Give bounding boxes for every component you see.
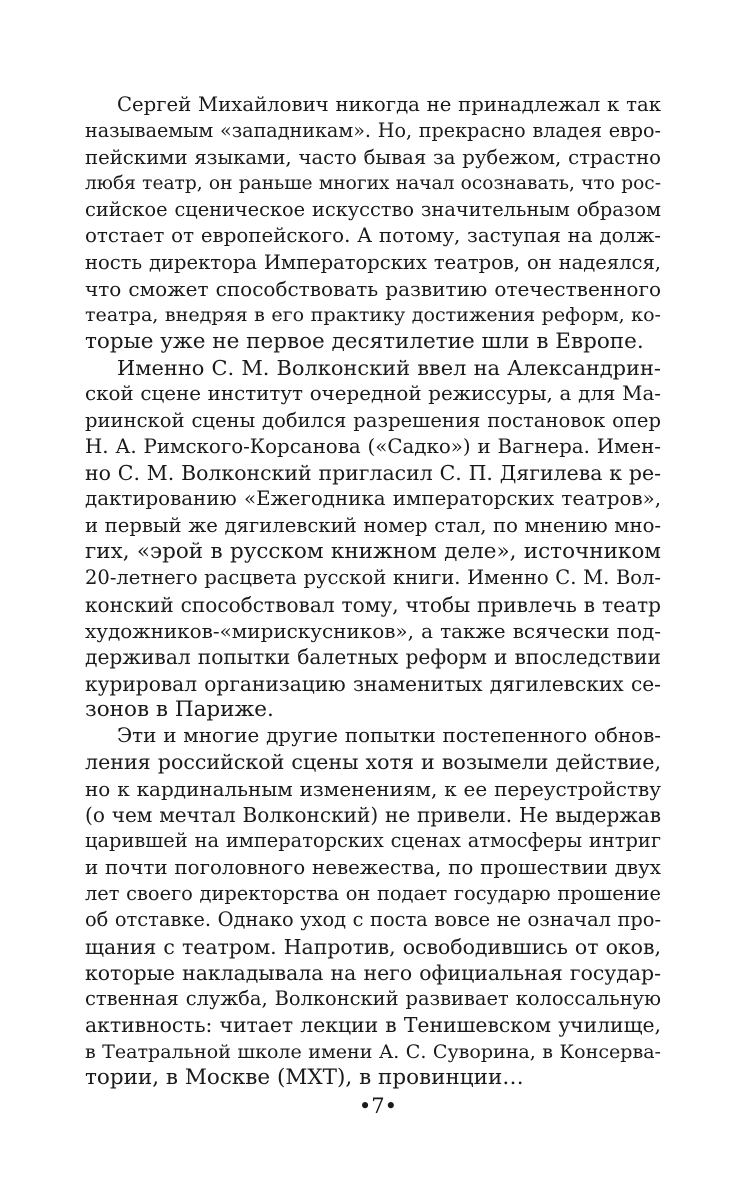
text-line: курировал организацию знаменитых дягилевских се- — [85, 671, 661, 696]
text-line: держивал попытки балетных реформ и впоследствии — [85, 645, 661, 670]
text-line: художников-«мирискусников», а также всячески под- — [85, 618, 661, 643]
text-line: зонов в Париже. — [85, 696, 274, 722]
paragraph — [85, 355, 661, 723]
text-line: но С. М. Волконский пригласил С. П. Дягилева к ре- — [85, 461, 661, 486]
text-line: любя театр, он раньше многих начал осознавать, что рос- — [85, 172, 661, 194]
text-line: 20-летнего расцвета русской книги. Именно С. М. Вол- — [85, 566, 661, 590]
text-line: торые уже не первое десятилетие шли в Европе. — [85, 328, 644, 354]
text-line: что сможет способствовать развитию отечественного — [85, 277, 661, 302]
text-line: и первый же дягилевский номер стал, по мнению мно- — [85, 513, 661, 537]
text-line: ления российской сцены хотя и возымели действие, — [85, 750, 661, 775]
text-line: ственная служба, Волконский развивает колоссальную — [85, 987, 661, 1011]
text-line: ность директора Императорских театров, он надеялся, — [85, 250, 661, 274]
text-line: и почти поголовного невежества, по прошествии двух — [85, 855, 661, 879]
text-line: но к кардинальным изменениям, к ее переустройству — [85, 776, 661, 801]
text-line: щания с театром. Напротив, освободившись от оков, — [85, 934, 661, 959]
text-line: в Театральной школе имени А. С. Суворина, в Консерва- — [85, 1040, 661, 1063]
text-line: Именно С. М. Волконский ввел на Александрин- — [117, 355, 661, 380]
text-line: Эти и многие другие попытки постепенного обнов- — [117, 724, 661, 748]
text-line: Н. А. Римского-Корсанова («Садко») и Вагнера. Имен- — [85, 434, 661, 458]
text-line: риинской сцены добился разрешения постановок опер — [85, 408, 661, 432]
text-line: пейскими языками, часто бывая за рубежом, страстно — [85, 145, 661, 169]
text-line: об отставке. Однако уход с поста вовсе не означал про- — [85, 908, 661, 932]
text-line: отстает от европейского. А потому, заступая на долж- — [85, 224, 661, 248]
text-line: активность: читает лекции в Тенишевском училище, — [85, 1013, 661, 1038]
text-line: театра, внедряя в его практику достижения реформ, ко- — [85, 304, 661, 327]
text-line: царившей на императорских сценах атмосферы интриг — [85, 829, 661, 853]
text-line: сийское сценическое искусство значительным образом — [85, 198, 661, 222]
paragraph — [85, 723, 661, 1091]
text-line: дактированию «Ежегодника императорских театров», — [85, 487, 661, 511]
text-line: называемым «западникам». Но, прекрасно владея евро- — [85, 119, 661, 143]
page-number: •7• — [358, 1094, 398, 1118]
text-line: конский способствовал тому, чтобы привлечь в театр — [85, 592, 661, 617]
text-line: (о чем мечтал Волконский) не привели. Не выдержав — [85, 803, 661, 828]
text-line: гих, «эрой в русском книжном деле», источником — [85, 539, 661, 565]
page-body — [85, 92, 661, 1091]
paragraph — [85, 92, 661, 355]
text-line: тории, в Москве (МХТ), в провинции… — [85, 1064, 524, 1090]
text-line: Сергей Михайлович никогда не принадлежал к так — [117, 93, 661, 116]
text-line: ской сцене институт очередной режиссуры, а для Ма- — [85, 382, 661, 406]
text-line: лет своего директорства он подает государю прошение — [85, 881, 661, 905]
text-line: которые накладывала на него официальная государ- — [85, 960, 661, 985]
